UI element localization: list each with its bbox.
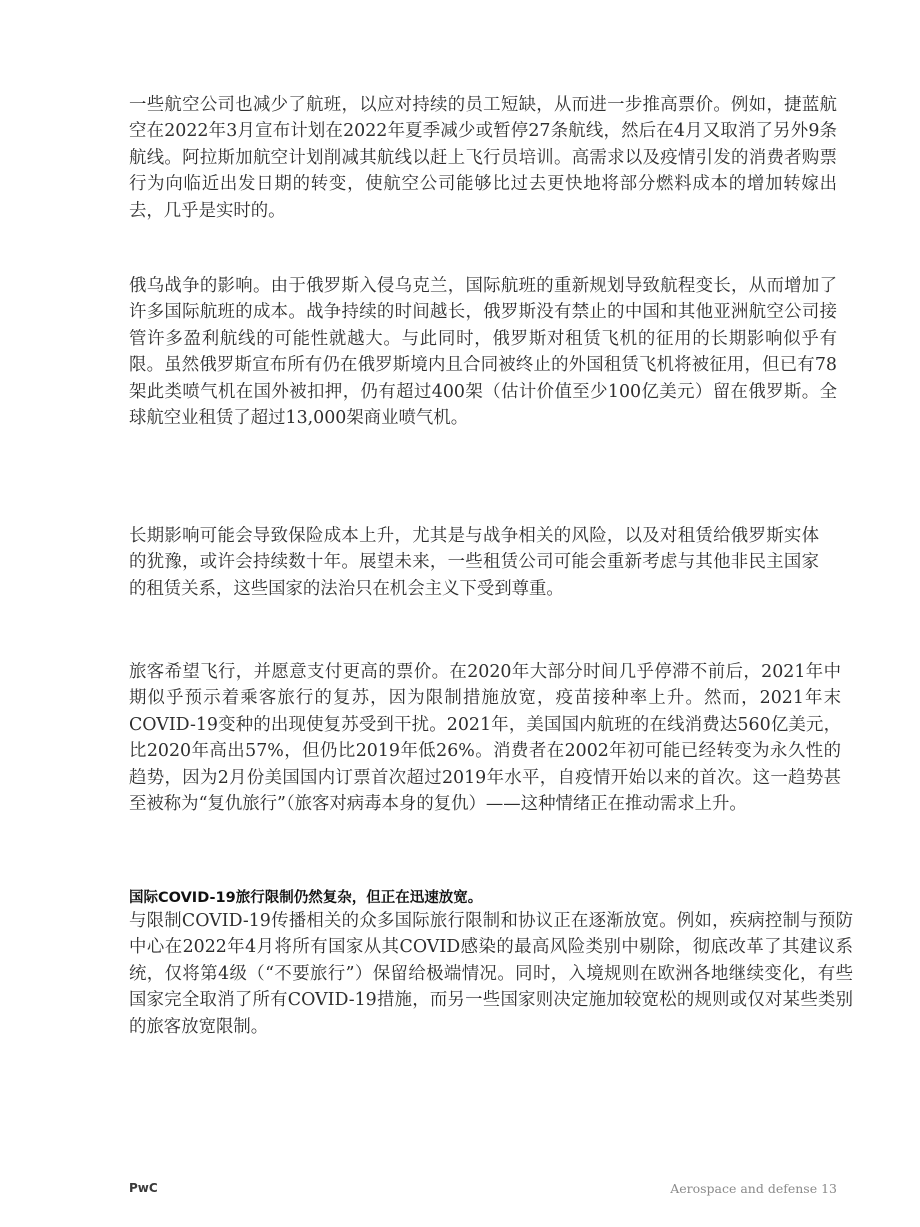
footer-brand: PwC	[129, 1181, 158, 1195]
section-heading-covid-restrictions: 国际COVID-19旅行限制仍然复杂，但正在迅速放宽。	[129, 890, 483, 906]
footer-page-label: Aerospace and defense 13	[670, 1181, 837, 1196]
paragraph-fare-increases: 一些航空公司也减少了航班，以应对持续的员工短缺，从而进一步推高票价。例如，捷蓝航空在2022年3月宣布计划在2022年夏季减少或暂停27条航线，然后在4月又取消了另外9条航线。阿拉斯加航空计划削减其航线以赶上飞行员培训。高需求以及疫情引发的消费者购票行为向临近出发日期的转变，使航空公司能够比过去更快地将部分燃料成本的增加转嫁出去，几乎是实时的。	[129, 95, 837, 221]
paragraph-long-term-impact: 长期影响可能会导致保险成本上升，尤其是与战争相关的风险，以及对租赁给俄罗斯实体的犹豫，或许会持续数十年。展望未来，一些租赁公司可能会重新考虑与其他非民主国家的租赁关系，这些国家的法治只在机会主义下受到尊重。	[129, 526, 819, 599]
paragraph-travel-demand: 旅客希望飞行，并愿意支付更高的票价。在2020年大部分时间几乎停滞不前后，2021年中期似乎预示着乘客旅行的复苏，因为限制措施放宽，疫苗接种率上升。然而，2021年末COVID-19变种的出现使复苏受到干扰。2021年，美国国内航班的在线消费达560亿美元，比2020年高出57%，但仍比2019年低26%。消费者在2002年初可能已经转变为永久性的趋势，因为2月份美国国内订票首次超过2019年水平，自疫情开始以来的首次。这一趋势甚至被称为“复仇旅行”（旅客对病毒本身的复仇）——这种情绪正在推动需求上升。	[129, 662, 841, 815]
paragraph-russia-ukraine-war: 俄乌战争的影响。由于俄罗斯入侵乌克兰，国际航班的重新规划导致航程变长，从而增加了许多国际航班的成本。战争持续的时间越长，俄罗斯没有禁止的中国和其他亚洲航空公司接管许多盈利航线的可能性就越大。与此同时，俄罗斯对租赁飞机的征用的长期影响似乎有限。虽然俄罗斯宣布所有仍在俄罗斯境内且合同被终止的外国租赁飞机将被征用，但已有78架此类喷气机在国外被扣押，仍有超过400架（估计价值至少100亿美元）留在俄罗斯。全球航空业租赁了超过13,000架商业喷气机。	[129, 276, 837, 429]
paragraph-covid-restrictions: 与限制COVID-19传播相关的众多国际旅行限制和协议正在逐渐放宽。例如，疾病控制与预防中心在2022年4月将所有国家从其COVID感染的最高风险类别中剔除，彻底改革了其建议系统，仅将第4级（“不要旅行”）保留给极端情况。同时，入境规则在欧洲各地继续变化，有些国家完全取消了所有COVID-19措施，而另一些国家则决定施加较宽松的规则或仅对某些类别的旅客放宽限制。	[129, 911, 853, 1037]
